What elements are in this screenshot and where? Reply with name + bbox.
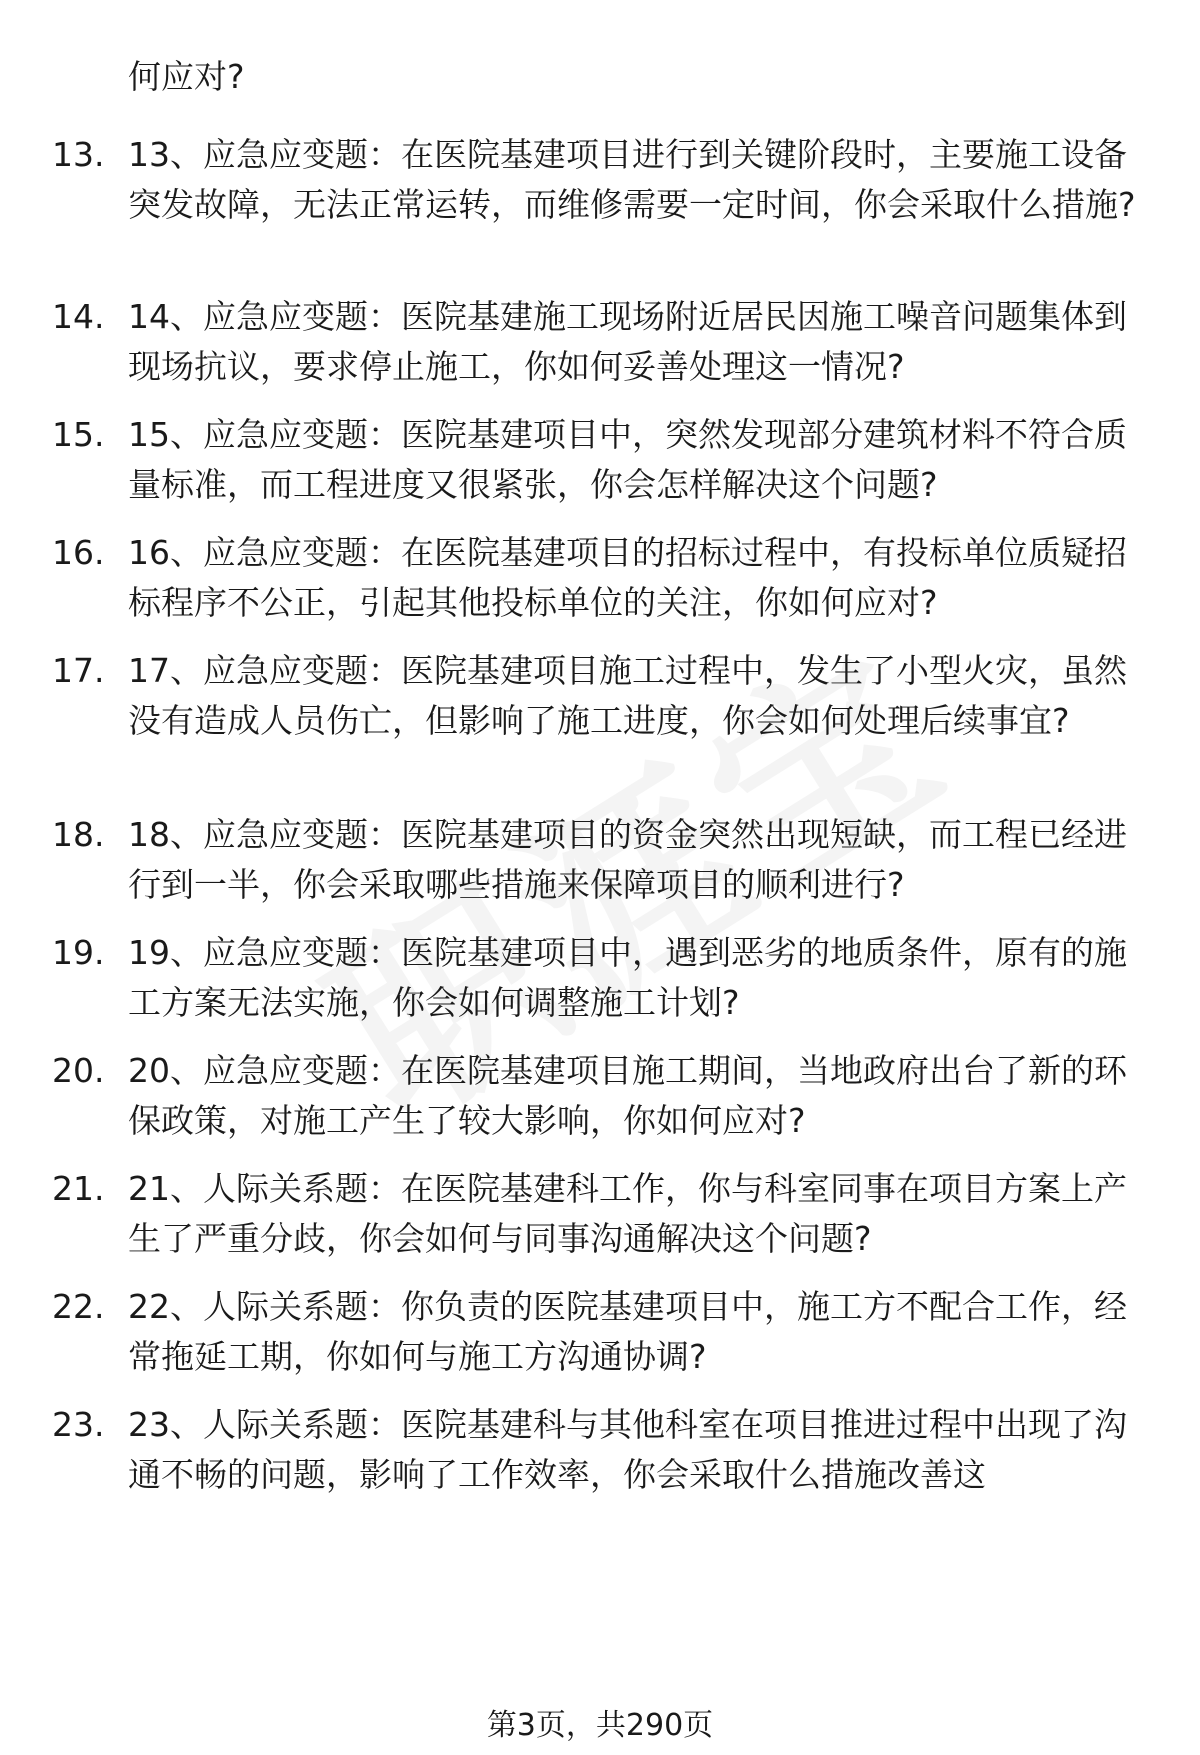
item-text: 16、应急应变题：在医院基建项目的招标过程中，有投标单位质疑招标程序不公正，引起其他投标单位的关注，你如何应对? — [128, 533, 1127, 622]
item-text: 13、应急应变题：在医院基建项目进行到关键阶段时，主要施工设备突发故障，无法正常运转，而维修需要一定时间，你会采取什么措施? — [128, 135, 1136, 224]
item-text: 20、应急应变题：在医院基建项目施工期间，当地政府出台了新的环保政策，对施工产生了较大影响，你如何应对? — [128, 1051, 1127, 1140]
continuation-text: 何应对? — [128, 57, 245, 96]
item-number: 19. — [52, 933, 105, 972]
item-text: 18、应急应变题：医院基建项目的资金突然出现短缺，而工程已经进行到一半，你会采取哪些措施来保障项目的顺利进行? — [128, 815, 1127, 904]
item-text: 15、应急应变题：医院基建项目中，突然发现部分建筑材料不符合质量标准，而工程进度又很紧张，你会怎样解决这个问题? — [128, 415, 1127, 504]
item-text: 21、人际关系题：在医院基建科工作，你与科室同事在项目方案上产生了严重分歧，你会如何与同事沟通解决这个问题? — [128, 1169, 1127, 1258]
item-number: 22. — [52, 1287, 105, 1326]
item-number: 18. — [52, 815, 105, 854]
item-number: 14. — [52, 297, 105, 336]
item-number: 17. — [52, 651, 105, 690]
item-number: 15. — [52, 415, 105, 454]
item-number: 23. — [52, 1405, 105, 1444]
item-number: 13. — [52, 135, 105, 174]
item-text: 23、人际关系题：医院基建科与其他科室在项目推进过程中出现了沟通不畅的问题，影响了工作效率，你会采取什么措施改善这 — [128, 1405, 1127, 1494]
item-text: 22、人际关系题：你负责的医院基建项目中，施工方不配合工作，经常拖延工期，你如何与施工方沟通协调? — [128, 1287, 1127, 1376]
item-number: 16. — [52, 533, 105, 572]
item-number: 20. — [52, 1051, 105, 1090]
item-number: 21. — [52, 1169, 105, 1208]
page-footer: 第3页，共290页 — [486, 1708, 714, 1743]
item-text: 14、应急应变题：医院基建施工现场附近居民因施工噪音问题集体到现场抗议，要求停止施工，你如何妥善处理这一情况? — [128, 297, 1127, 386]
item-text: 19、应急应变题：医院基建项目中，遇到恶劣的地质条件，原有的施工方案无法实施，你会如何调整施工计划? — [128, 933, 1127, 1022]
item-text: 17、应急应变题：医院基建项目施工过程中，发生了小型火灾，虽然没有造成人员伤亡，但影响了施工进度，你会如何处理后续事宜? — [128, 651, 1127, 740]
